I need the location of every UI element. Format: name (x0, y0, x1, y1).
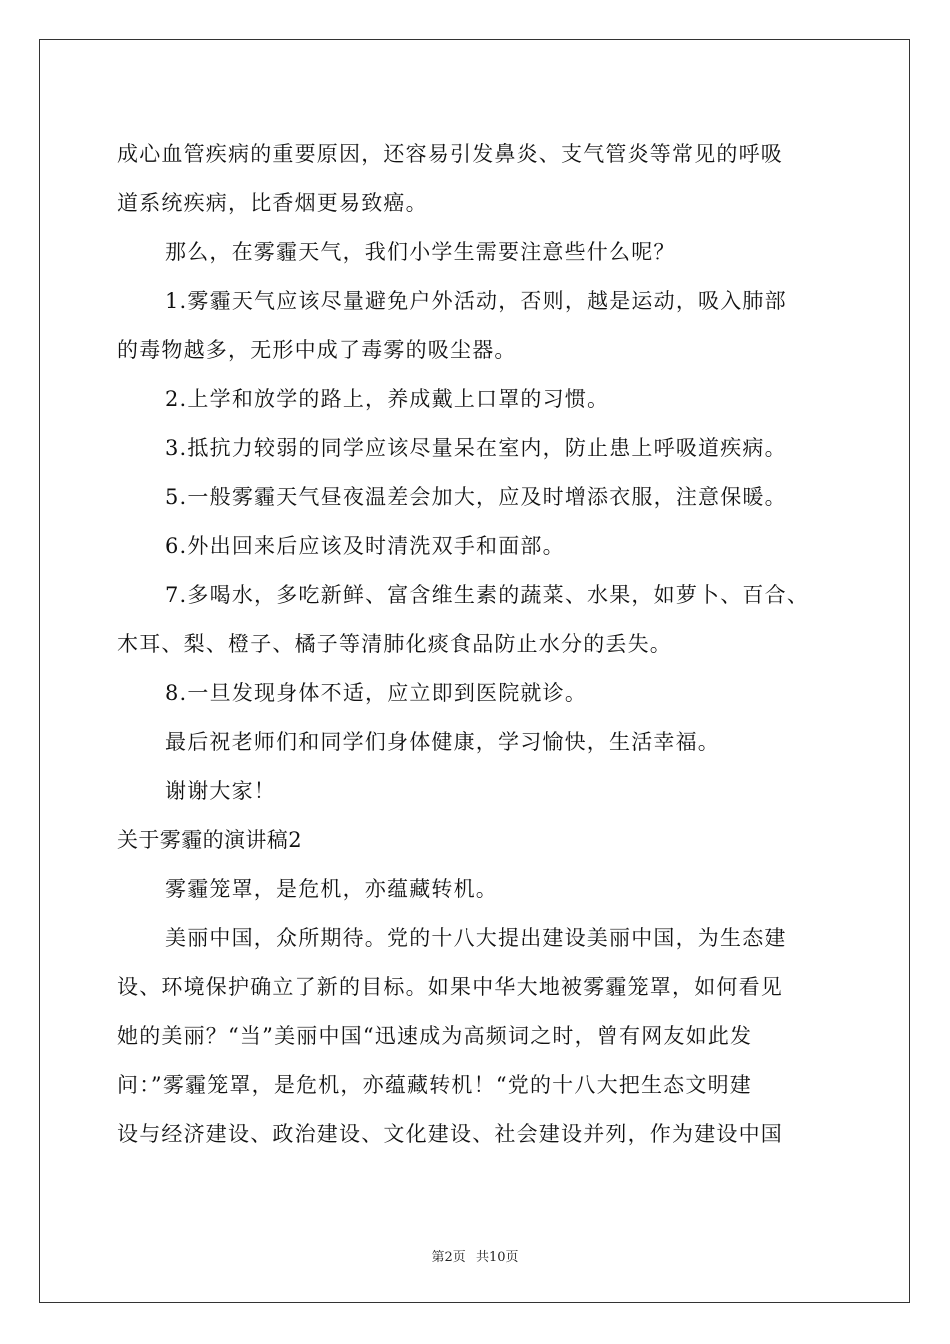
text-line: 成心血管疾病的重要原因，还容易引发鼻炎、支气管炎等常见的呼吸 (117, 142, 783, 166)
text-line: 5.一般雾霾天气昼夜温差会加大，应及时增添衣服，注意保暖。 (165, 485, 787, 509)
page-number: 第2页 (431, 1250, 466, 1265)
text-line: 的毒物越多，无形中成了毒雾的吸尘器。 (117, 338, 517, 362)
page-total: 共10页 (475, 1250, 519, 1265)
text-line: 最后祝老师们和同学们身体健康，学习愉快，生活幸福。 (165, 730, 720, 754)
text-line: 谢谢大家！ (165, 779, 276, 803)
text-line: 雾霾笼罩，是危机，亦蕴藏转机。 (165, 877, 498, 901)
text-line: 3.抵抗力较弱的同学应该尽量呆在室内，防止患上呼吸道疾病。 (165, 436, 787, 460)
text-line: 那么，在雾霾天气，我们小学生需要注意些什么呢？ (165, 240, 676, 264)
page-footer (0, 1246, 950, 1265)
text-line: 问：”雾霾笼罩，是危机，亦蕴藏转机！“党的十八大把生态文明建 (117, 1073, 752, 1097)
text-line: 1.雾霾天气应该尽量避免户外活动，否则，越是运动，吸入肺部 (165, 289, 787, 313)
text-line: 木耳、梨、橙子、橘子等清肺化痰食品防止水分的丢失。 (117, 632, 672, 656)
text-line: 她的美丽？“当”美丽中国“迅速成为高频词之时，曾有网友如此发 (117, 1024, 753, 1048)
text-line: 设、环境保护确立了新的目标。如果中华大地被雾霾笼罩，如何看见 (117, 975, 783, 999)
text-line: 6.外出回来后应该及时清洗双手和面部。 (165, 534, 565, 558)
text-line: 2.上学和放学的路上，养成戴上口罩的习惯。 (165, 387, 610, 411)
text-line: 8.一旦发现身体不适，应立即到医院就诊。 (165, 681, 588, 705)
text-line: 设与经济建设、政治建设、文化建设、社会建设并列，作为建设中国 (117, 1122, 783, 1146)
text-line: 美丽中国，众所期待。党的十八大提出建设美丽中国，为生态建 (165, 926, 787, 950)
text-line: 道系统疾病，比香烟更易致癌。 (117, 191, 428, 215)
document-body (117, 130, 837, 1159)
text-line: 7.多喝水，多吃新鲜、富含维生素的蔬菜、水果，如萝卜、百合、 (165, 583, 810, 607)
section-title: 关于雾霾的演讲稿2 (117, 828, 302, 852)
